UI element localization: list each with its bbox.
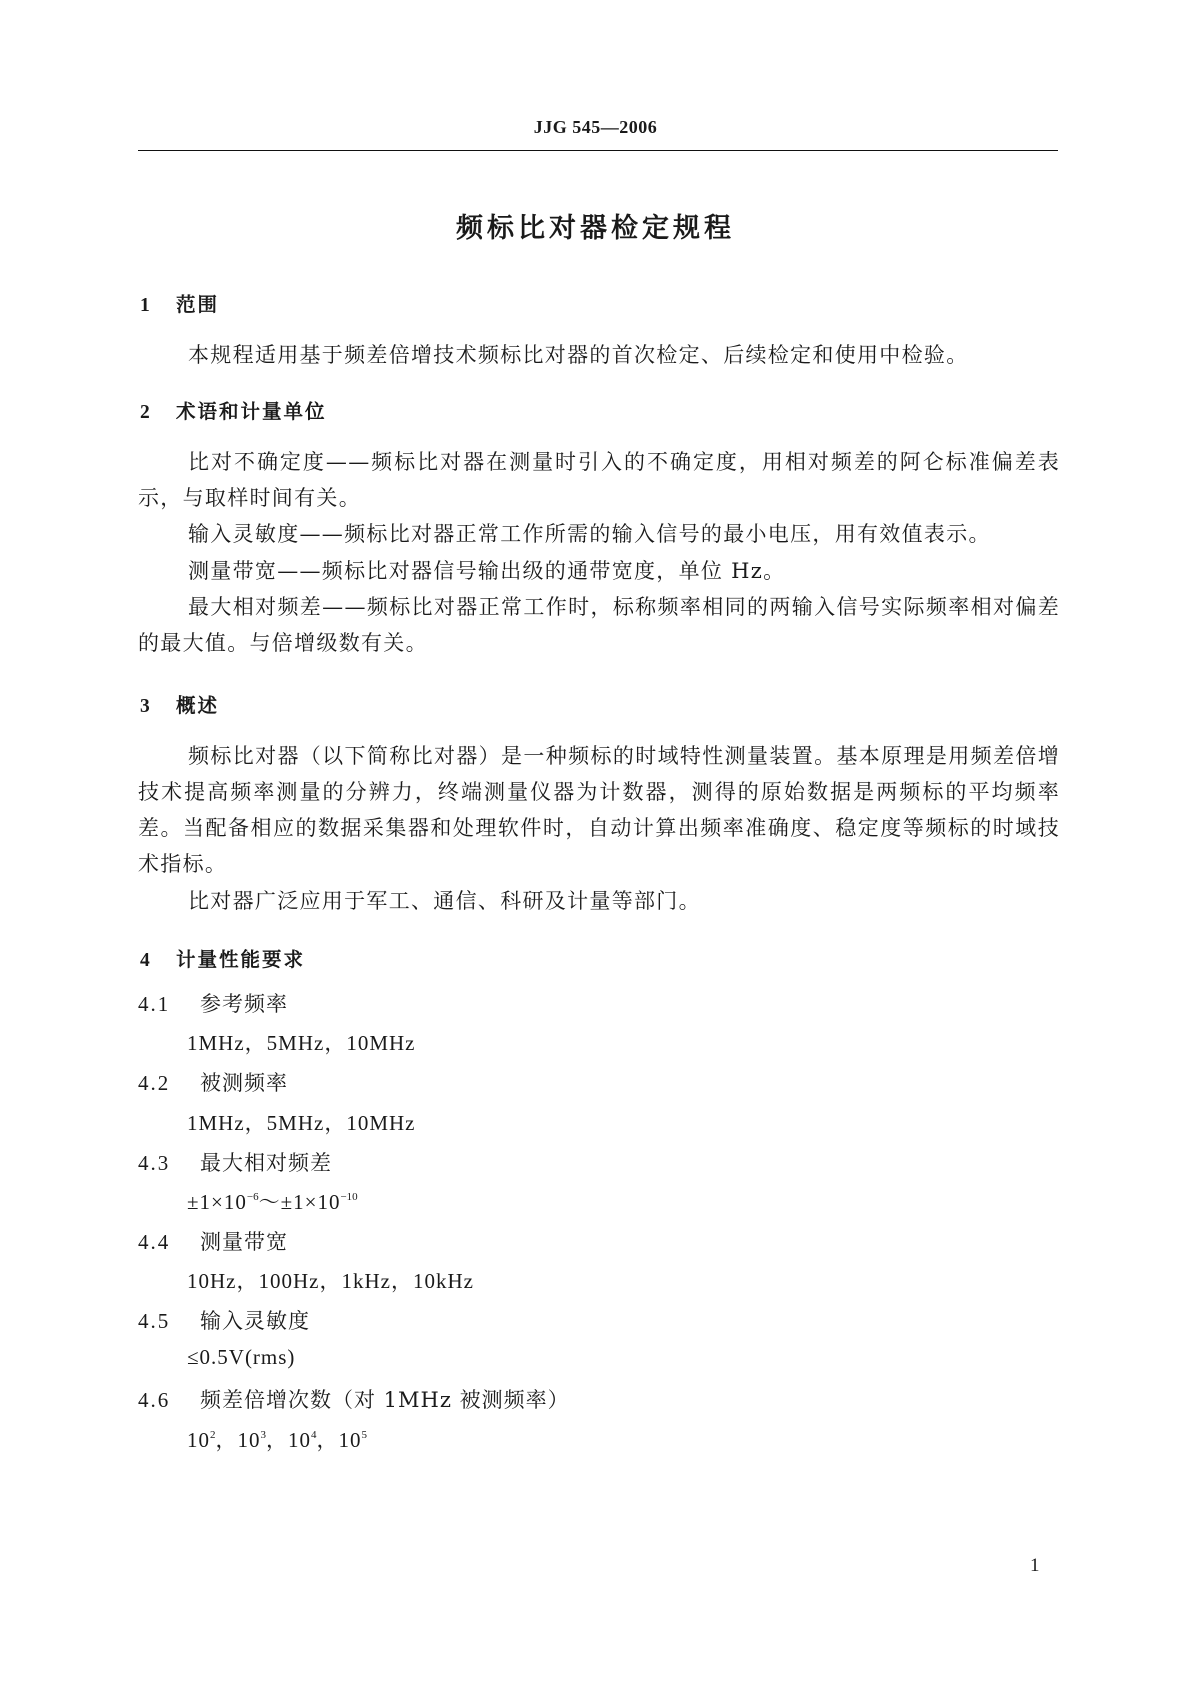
value-exponent: 5 <box>361 1429 367 1441</box>
value-base: ，10 <box>316 1428 362 1452</box>
requirement-number: 4.6 <box>138 1388 171 1412</box>
value-exponent: 2 <box>210 1429 216 1441</box>
requirement-number: 4.1 <box>138 992 171 1016</box>
requirement-4-5 <box>138 1305 310 1335</box>
requirement-value: ≤0.5V(rms) <box>187 1345 296 1369</box>
requirement-label: 输入灵敏度 <box>200 1309 310 1333</box>
term-bandwidth-paragraph: 测量带宽——频标比对器信号输出级的通带宽度，单位 Hz。 <box>188 559 786 583</box>
requirement-4-2 <box>138 1067 288 1097</box>
value-base: ，10 <box>266 1428 311 1452</box>
requirement-value <box>187 1186 358 1216</box>
requirement-value: 1MHz，5MHz，10MHz <box>187 1031 416 1055</box>
overview-paragraph-2: 比对器广泛应用于军工、通信、科研及计量等部门。 <box>188 889 701 913</box>
requirement-4-6 <box>138 1384 570 1414</box>
requirement-4-1 <box>138 988 288 1018</box>
requirement-label: 最大相对频差 <box>200 1151 332 1175</box>
requirement-4-4 <box>138 1226 288 1256</box>
section-heading-4 <box>140 944 305 972</box>
requirement-value: 10Hz，100Hz，1kHz，10kHz <box>187 1269 474 1293</box>
value-exponent: 4 <box>311 1429 317 1441</box>
section-heading-2 <box>140 396 327 424</box>
requirement-4-3 <box>138 1147 332 1177</box>
value-exponent: 3 <box>260 1429 266 1441</box>
requirement-label: 频差倍增次数（对 1MHz 被测频率） <box>200 1388 570 1412</box>
value-base: 10 <box>187 1428 210 1452</box>
section-number: 4 <box>140 950 152 971</box>
section-heading-1 <box>140 289 219 317</box>
section-title: 计量性能要求 <box>176 948 306 971</box>
value-base: ，10 <box>215 1428 261 1452</box>
section-number: 2 <box>140 402 152 423</box>
requirement-number: 4.3 <box>138 1151 171 1175</box>
section-title: 概述 <box>176 694 220 717</box>
section-title: 范围 <box>176 293 220 316</box>
requirement-number: 4.4 <box>138 1230 171 1254</box>
value-exponent: −6 <box>246 1191 259 1203</box>
value-exponent: −10 <box>340 1191 358 1203</box>
value-base: ～±1×10 <box>258 1190 341 1214</box>
value-base: ±1×10 <box>187 1190 247 1214</box>
term-max-freq-diff-paragraph: 最大相对频差——频标比对器正常工作时，标称频率相同的两输入信号实际频率相对偏差的最大值。与倍增级数有关。 <box>138 595 1060 655</box>
header-rule <box>138 150 1058 151</box>
document-code-header: JJG 545—2006 <box>533 117 658 137</box>
requirement-label: 被测频率 <box>200 1071 288 1095</box>
overview-paragraph-1: 频标比对器（以下简称比对器）是一种频标的时域特性测量装置。基本原理是用频差倍增技术提高频率测量的分辨力，终端测量仪器为计数器，测得的原始数据是两频标的平均频率差。当配备相应的数据采集器和处理软件时，自动计算出频率准确度、稳定度等频标的时域技术指标。 <box>138 744 1060 876</box>
requirement-value <box>187 1424 367 1454</box>
requirement-value: 1MHz，5MHz，10MHz <box>187 1111 416 1135</box>
page-number: 1 <box>1030 1555 1040 1576</box>
requirement-number: 4.2 <box>138 1071 171 1095</box>
requirement-label: 测量带宽 <box>200 1230 288 1254</box>
section-heading-3 <box>140 690 219 718</box>
section-number: 1 <box>140 295 152 316</box>
term-sensitivity-paragraph: 输入灵敏度——频标比对器正常工作所需的输入信号的最小电压，用有效值表示。 <box>188 522 991 546</box>
scope-paragraph: 本规程适用基于频差倍增技术频标比对器的首次检定、后续检定和使用中检验。 <box>188 343 969 367</box>
section-number: 3 <box>140 696 152 717</box>
requirement-number: 4.5 <box>138 1309 171 1333</box>
requirement-label: 参考频率 <box>200 992 288 1016</box>
term-uncertainty-paragraph: 比对不确定度——频标比对器在测量时引入的不确定度，用相对频差的阿仑标准偏差表示，与取样时间有关。 <box>138 450 1060 510</box>
document-title: 频标比对器检定规程 <box>456 213 735 244</box>
section-title: 术语和计量单位 <box>176 400 327 423</box>
